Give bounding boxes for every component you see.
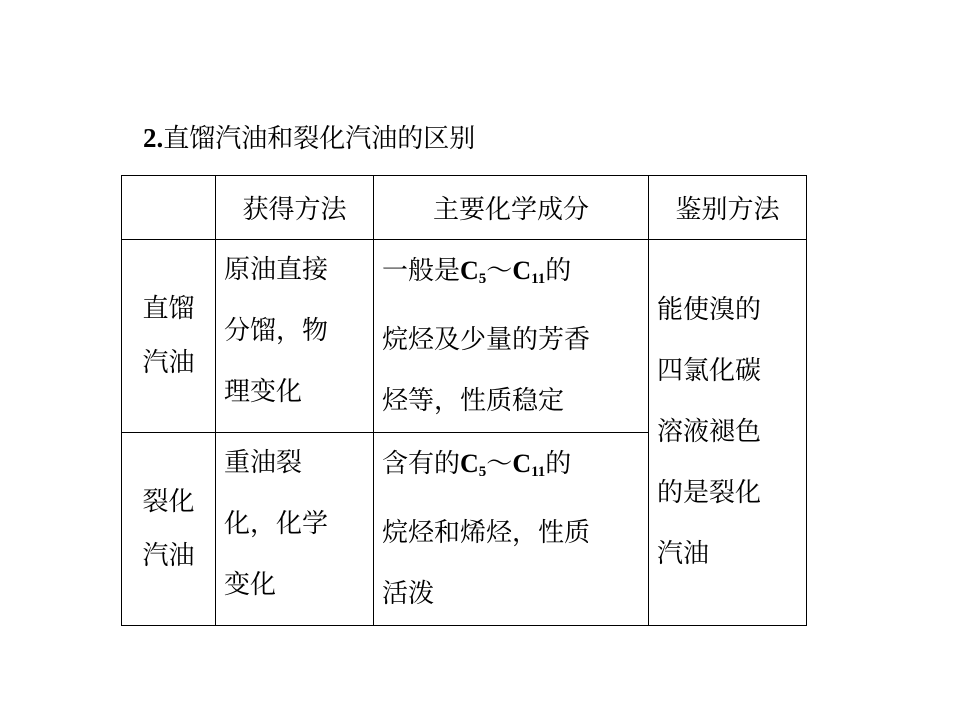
row-name-straight-run: 直馏 汽油 — [122, 240, 216, 433]
header-method: 获得方法 — [216, 176, 374, 240]
method-cracked: 重油裂 化，化学 变化 — [216, 433, 374, 626]
composition-first-line: 一般是$C_5\sim C_{11}$的 — [382, 256, 572, 287]
identification-method: 能使溴的 四氯化碳 溶液褪色 的是裂化 汽油 — [649, 240, 807, 626]
method-straight-run: 原油直接 分馏，物 理变化 — [216, 240, 374, 433]
header-corner — [122, 176, 216, 240]
comparison-table — [121, 175, 807, 626]
composition-cracked: 含有的$C_5\sim C_{11}$的 烷烃和烯烃，性质 活泼 — [374, 433, 649, 626]
composition-straight-run: 一般是$C_5\sim C_{11}$的 烷烃及少量的芳香 烃等，性质稳定 — [374, 240, 649, 433]
heading-number: 2. — [143, 123, 164, 153]
table-row — [122, 240, 807, 433]
composition-first-line: 含有的$C_5\sim C_{11}$的 — [382, 449, 572, 480]
header-composition: 主要化学成分 — [374, 176, 649, 240]
carbon-range-formula: $C_5$ — [460, 256, 487, 287]
section-heading — [143, 118, 475, 159]
carbon-range-formula: $C_5$ — [460, 449, 487, 480]
row-name-cracked: 裂化 汽油 — [122, 433, 216, 626]
heading-text: 直馏汽油和裂化汽油的区别 — [163, 124, 476, 154]
header-row — [122, 176, 807, 240]
header-identification: 鉴别方法 — [649, 176, 807, 240]
